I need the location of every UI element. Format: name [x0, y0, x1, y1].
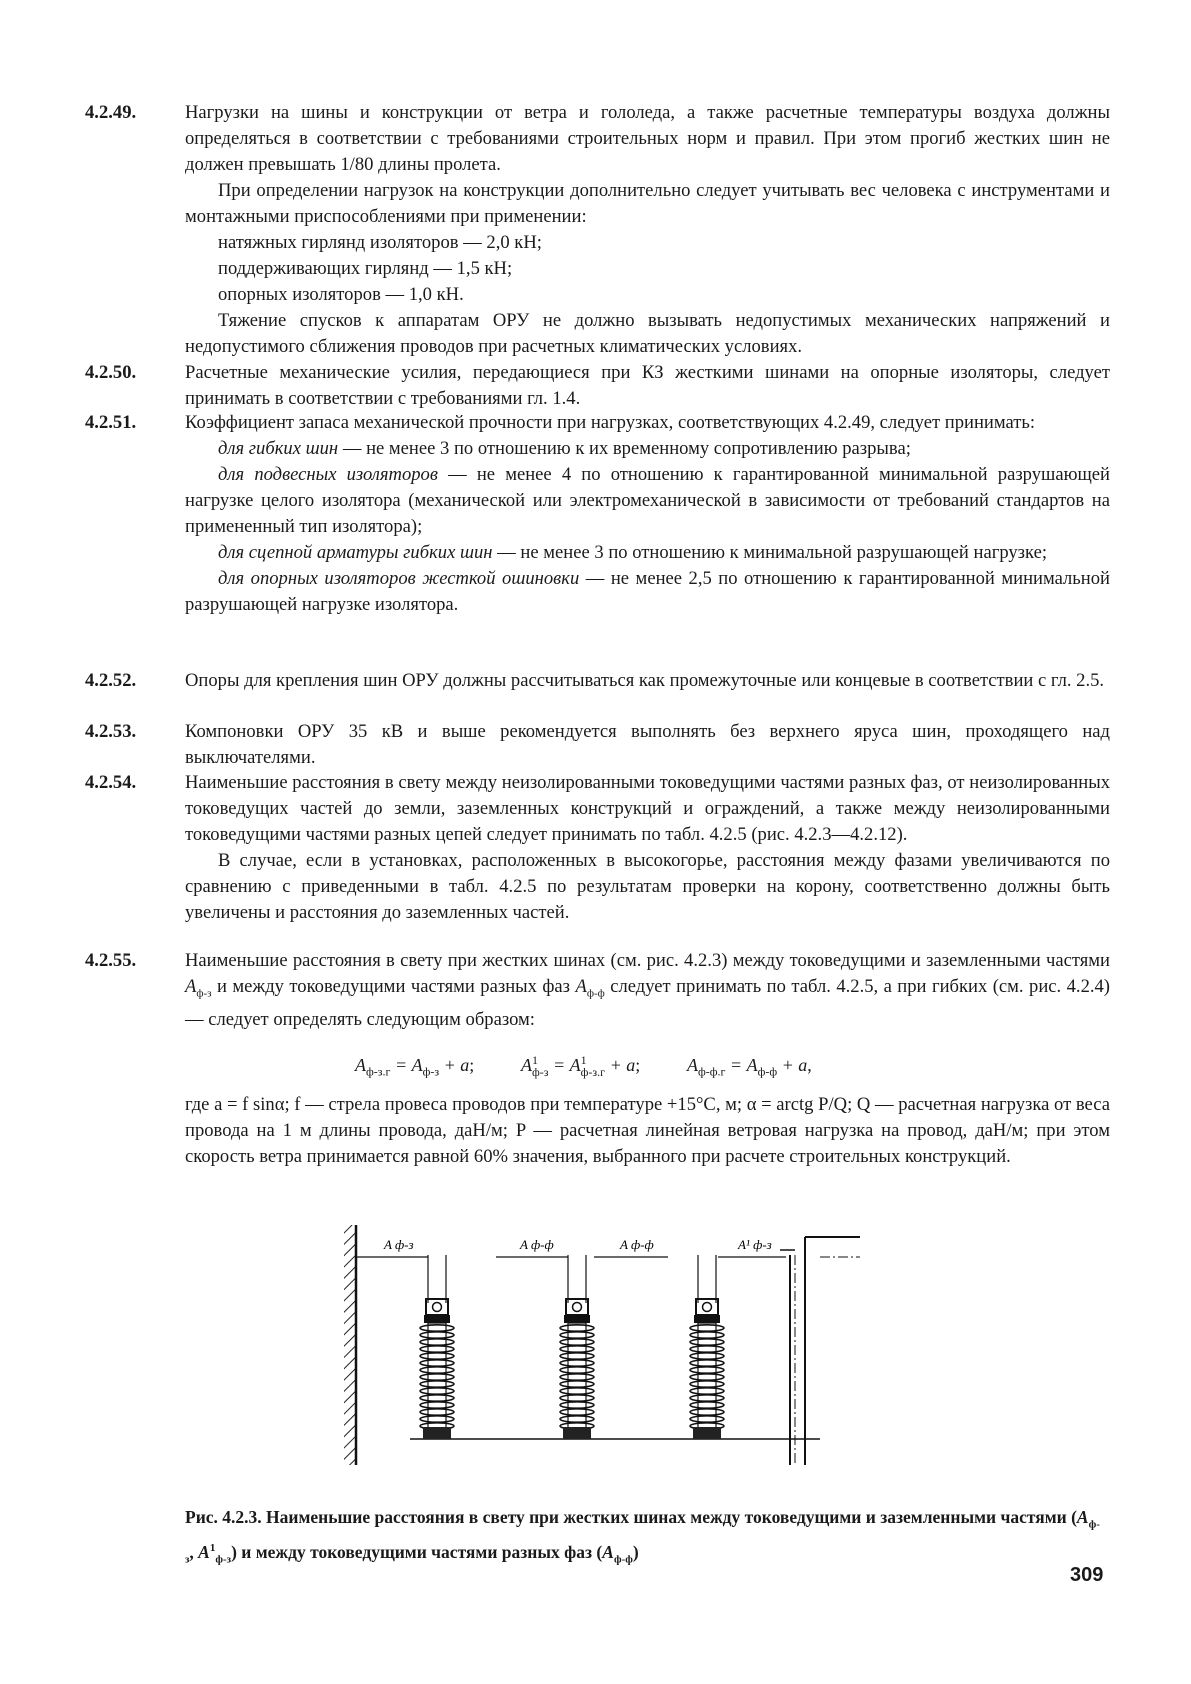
term: для опорных изоляторов жесткой ошиновки [218, 568, 580, 589]
paragraph: Расчетные механические усилия, передающиеся при КЗ жесткими шинами на опорные изоляторы, следует принимать в соответствии с требованиями гл. 1.4. [185, 362, 1110, 409]
section-number: 4.2.52. [85, 670, 137, 691]
term: + a [443, 1055, 470, 1075]
subscript: ф-з [531, 1064, 549, 1079]
section-4-2-53 [85, 719, 1110, 771]
formula-explanation [85, 1092, 1110, 1170]
term-text: — не менее 4 по отношению к гарантированной минимальной разрушающей нагрузке целого изолятора (механической или электромеханической в зависимости от требований стандартов на примененный тип изолятора); [185, 464, 1111, 537]
paragraph: Коэффициент запаса механической прочности при нагрузках, соответствующих 4.2.49, следует принимать: [185, 412, 1036, 433]
subscript: ф-ф [757, 1064, 778, 1079]
section-4-2-50 [85, 360, 1110, 412]
symbol: A [746, 1055, 758, 1075]
term-text: — не менее 2,5 по отношению к гарантированной минимальной разрушающей нагрузке изолятора. [185, 568, 1110, 615]
list-item [185, 540, 1110, 566]
list-item: опорных изоляторов — 1,0 кН. [218, 284, 464, 305]
subscript: ф-ф [613, 1552, 633, 1565]
insulator-icon [560, 1323, 594, 1439]
superscript: 1 [580, 1053, 587, 1067]
paragraph: Нагрузки на шины и конструкции от ветра и гололеда, а также расчетные температуры воздуха должны определяться в соответствии с требованиями строительных норм и правил. При этом прогиб жестких шин не должен превышать 1/80 длины пролета. [185, 102, 1110, 175]
subscript: ф-з [185, 1518, 1100, 1565]
caption-text: ) и между токоведущими частями разных фаз ( [231, 1541, 603, 1562]
subscript: ф-з [215, 1552, 232, 1565]
paragraph: В случае, если в установках, расположенных в высокогорье, расстояния между фазами увеличиваются по сравнению с приведенными в табл. 4.2.5 по результатам проверки на корону, соответственно должны быть увеличены и расстояния до заземленных частей. [185, 850, 1110, 923]
paragraph: Компоновки ОРУ 35 кВ и выше рекомендуется выполнять без верхнего яруса шин, проходящего над выключателями. [185, 721, 1110, 768]
insulator-icon [420, 1323, 454, 1439]
subscript: ф-ф [586, 987, 605, 1000]
separator: ; [469, 1055, 475, 1075]
section-number: 4.2.51. [85, 412, 137, 433]
list-item: поддерживающих гирлянд — 1,5 кН; [218, 258, 513, 279]
section-4-2-51 [85, 410, 1110, 618]
subscript: ф-з.г [366, 1064, 391, 1079]
page-number: 309 [1070, 1564, 1104, 1586]
term-text: — не менее 3 по отношению к минимальной разрушающей нагрузке; [492, 542, 1048, 563]
text-run: и между токоведущими частями разных фаз [211, 976, 576, 997]
subscript: ф-з [422, 1064, 440, 1079]
symbol: A [686, 1055, 698, 1075]
superscript: 1 [531, 1053, 538, 1067]
section-number: 4.2.50. [85, 362, 137, 383]
term: + a [609, 1055, 636, 1075]
paragraph: Наименьшие расстояния в свету между неизолированными токоведущими частями разных фаз, от неизолированных токоведущих частей до земли, заземленных конструкций и ограждений, а также между неизолированными токоведущими частями разных цепей следует принимать по табл. 4.2.5 (рис. 4.2.3—4.2.12). [185, 772, 1110, 845]
section-4-2-54 [85, 770, 1110, 926]
symbol: A [1076, 1507, 1089, 1527]
term: + a [781, 1055, 808, 1075]
term: для подвесных изоляторов [218, 464, 438, 485]
paragraph: При определении нагрузок на конструкции дополнительно следует учитывать вес человека с инструментами и монтажными приспособлениями при применении: [185, 180, 1110, 227]
section-4-2-52 [85, 668, 1110, 694]
dimension-lines [357, 1255, 786, 1303]
paragraph: Тяжение спусков к аппаратам ОРУ не должно вызывать недопустимых механических напряжений и недопустимого сближения проводов при расчетных климатических условиях. [185, 310, 1110, 357]
section-number: 4.2.54. [85, 772, 137, 793]
separator: , [807, 1055, 812, 1075]
dimension-label: A¹ ф-з [738, 1237, 772, 1252]
symbol: A [520, 1055, 532, 1075]
subscript: ф-з.г [580, 1064, 606, 1079]
term: для гибких шин [218, 438, 339, 459]
symbol: A [185, 976, 197, 997]
term-text: — не менее 3 по отношению к их временному сопротивлению разрыва; [338, 438, 911, 459]
list-item: натяжных гирлянд изоляторов — 2,0 кН; [218, 232, 542, 253]
list-item [185, 566, 1110, 618]
symbol: A [575, 976, 587, 997]
paragraph [185, 948, 1110, 1033]
figure-caption: Рис. 4.2.3. Наименьшие расстояния в свету при жестких шинах между токоведущими и заземленными частями ($A_{ф-з}$, $A^1_{ф-з}$) и между токоведущими частями разных фаз $(A_{ф-ф})$ [185, 1507, 1100, 1565]
symbol: A [355, 1055, 366, 1075]
caption-text: Рис. 4.2.3. Наименьшие расстояния в свету при жестких шинах между токоведущими и заземленными частями ( [185, 1507, 1077, 1527]
symbol: A [569, 1055, 581, 1075]
section-4-2-55 [85, 948, 1110, 1033]
subscript: ф-ф.г [697, 1064, 726, 1079]
subscript: ф-з [196, 987, 212, 1000]
section-number: 4.2.53. [85, 721, 137, 742]
wall-hatch [344, 1225, 356, 1465]
symbol: A [198, 1541, 210, 1562]
dimension-label: A ф-ф [520, 1237, 554, 1252]
formula: $A_{ф-з.г} = A_{ф-з} + a$; $A^1_{ф-з} = A^1_{ф-з.г} + a$; $A_{ф-ф.г} = A_{ф-ф} + a$, [355, 1053, 812, 1079]
list-item [185, 436, 1110, 462]
symbol: A [411, 1055, 423, 1075]
paragraph: где a = f sinα; f — стрела провеса проводов при температуре +15°С, м; α = arctg P/Q; Q — расчетная нагрузка от веса провода на 1 м длины провода, даН/м; P — расчетная линейная ветровая нагрузка на провод, даН/м; при этом скорость ветра принимается равной 60% значения, выбранного при расчете строительных конструкций. [185, 1094, 1110, 1167]
separator: ; [635, 1055, 641, 1075]
dimension-label: A ф-ф [620, 1237, 654, 1252]
figure-busbar-clearances [340, 1225, 920, 1475]
paragraph: Опоры для крепления шин ОРУ должны рассчитываться как промежуточные или концевые в соответствии с гл. 2.5. [185, 670, 1105, 691]
list-item [185, 462, 1110, 540]
text-run: Наименьшие расстояния в свету при жестких шинах (см. рис. 4.2.3) между токоведущими и заземленными частями [185, 950, 1110, 971]
term: для сцепной арматуры гибких шин [218, 542, 493, 563]
section-4-2-49 [85, 100, 1110, 360]
section-number: 4.2.55. [85, 950, 137, 971]
symbol: A [602, 1541, 614, 1562]
superscript: 1 [209, 1541, 216, 1554]
text-run: следует принимать по табл. 4.2.5, а при гибких (см. рис. 4.2.4) — следует определять следующим образом: [185, 976, 1110, 1030]
section-number: 4.2.49. [85, 102, 137, 123]
insulator-icon [690, 1323, 724, 1439]
grounded-structure [780, 1237, 860, 1465]
dimension-label: A ф-з [384, 1237, 414, 1252]
